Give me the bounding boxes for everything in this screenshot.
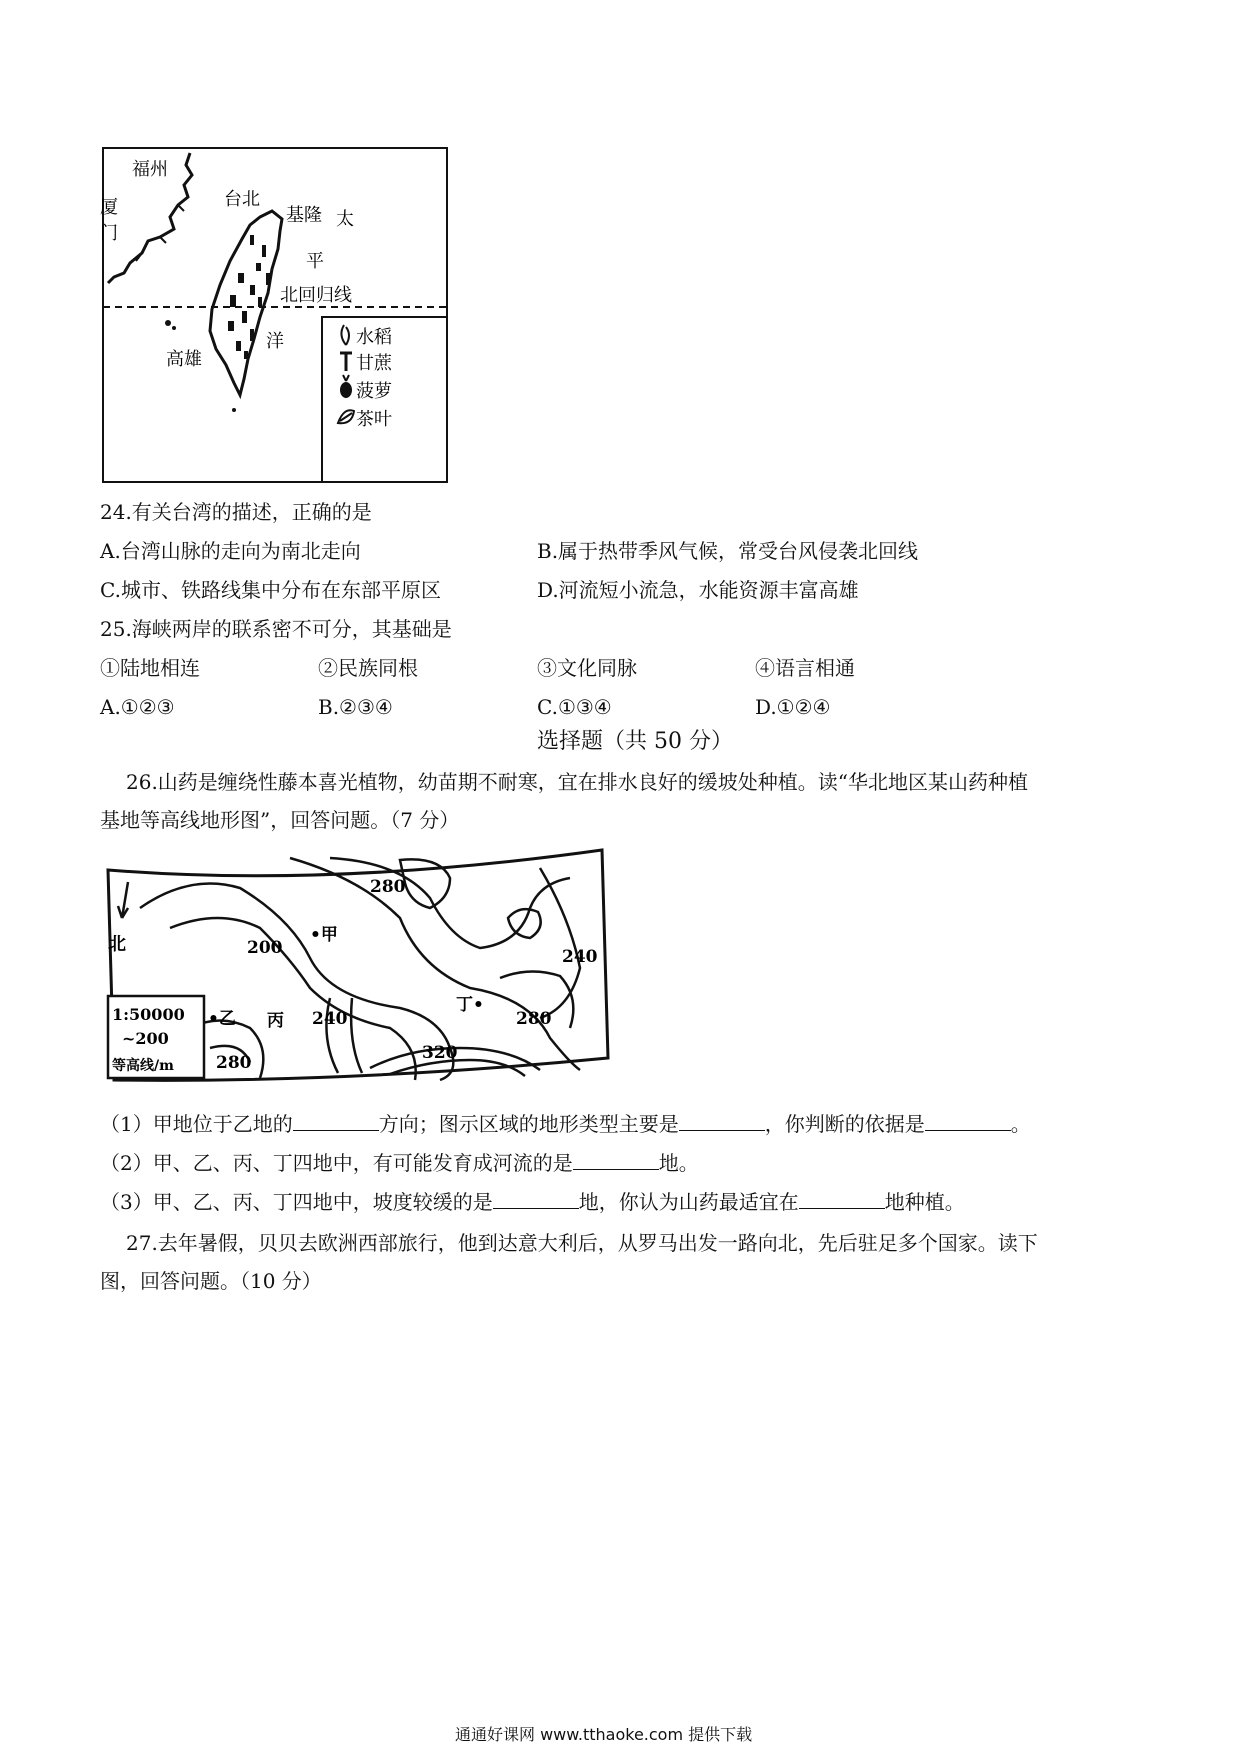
contour-320: 320 — [422, 1043, 458, 1063]
contour-240-mid: 240 — [312, 1009, 348, 1029]
north-label: 北 — [108, 934, 126, 955]
q26-sub1-text-b: 方向；图示区域的地形类型主要是 — [378, 1112, 679, 1136]
q26-sub1-blank-2[interactable] — [679, 1110, 765, 1131]
contour-240-right: 240 — [562, 947, 598, 967]
point-jia: •甲 — [310, 925, 338, 945]
q26-sub3-text-c: 地种植。 — [884, 1190, 965, 1214]
legend-pineapple: 菠萝 — [356, 381, 392, 402]
label-pacific-1: 太 — [336, 209, 354, 230]
label-fuzhou: 福州 — [132, 159, 168, 180]
q25-option-b[interactable]: B.②③④ — [318, 695, 393, 719]
label-xiamen-2: 门 — [100, 223, 118, 244]
taiwan-map — [100, 145, 450, 485]
q26-sub3-blank-1[interactable] — [493, 1188, 579, 1209]
contour-280-bottom: 280 — [216, 1053, 252, 1073]
contour-lines — [140, 858, 580, 1080]
legend-sugarcane: 甘蔗 — [356, 353, 392, 374]
point-bing: 丙 — [267, 1011, 284, 1031]
q26-sub1-text-a: （1）甲地位于乙地的 — [100, 1112, 293, 1136]
label-xiamen-1: 厦 — [100, 197, 118, 218]
legend-rice: 水稻 — [356, 327, 392, 348]
q26-stem-1: 26.山药是缠绕性藤本喜光植物，幼苗期不耐寒，宜在排水良好的缓坡处种植。读“华北地区某山药种植 — [126, 770, 1029, 794]
q25-stem: 25.海峡两岸的联系密不可分，其基础是 — [100, 617, 452, 641]
q24-option-a[interactable]: A.台湾山脉的走向为南北走向 — [100, 539, 361, 563]
scale-label: 1:50000 — [112, 1005, 185, 1024]
label-kaohsiung: 高雄 — [166, 349, 202, 370]
legend-contour-label: 等高线/m — [112, 1058, 174, 1074]
q26-sub3-text-b: 地，你认为山药最适宜在 — [578, 1190, 799, 1214]
label-taipei: 台北 — [224, 189, 260, 210]
label-keelung: 基隆 — [286, 205, 322, 226]
q27-stem-1: 27.去年暑假，贝贝去欧洲西部旅行，他到达意大利后，从罗马出发一路向北，先后驻足多个国家。读下 — [126, 1231, 1038, 1255]
map-legend — [322, 317, 447, 482]
q26-sub2-blank[interactable] — [573, 1149, 659, 1170]
q24-option-c[interactable]: C.城市、铁路线集中分布在东部平原区 — [100, 578, 441, 602]
q25-option-d[interactable]: D.①②④ — [755, 695, 831, 719]
q26-sub1 — [100, 1110, 1031, 1138]
label-pacific-2: 平 — [306, 251, 324, 272]
q25-item-4: ④语言相通 — [755, 656, 855, 680]
q26-sub3-text-a: （3）甲、乙、丙、丁四地中，坡度较缓的是 — [100, 1190, 493, 1214]
contour-200: 200 — [247, 938, 283, 958]
q26-sub2-text-b: 地。 — [658, 1151, 699, 1175]
q24-option-b[interactable]: B.属于热带季风气候，常受台风侵袭北回线 — [537, 539, 919, 563]
q26-sub1-blank-3[interactable] — [925, 1110, 1011, 1131]
label-tropic: 北回归线 — [280, 285, 352, 306]
penghu-island — [165, 320, 171, 326]
q25-item-2: ②民族同根 — [318, 656, 418, 680]
q26-sub1-blank-1[interactable] — [293, 1110, 379, 1131]
pineapple-icon — [340, 382, 352, 398]
q25-option-c[interactable]: C.①③④ — [537, 695, 612, 719]
taiwan-island — [210, 211, 282, 395]
section-title: 选择题（共 50 分） — [537, 729, 733, 754]
q24-option-d[interactable]: D.河流短小流急，水能资源丰富高雄 — [537, 578, 859, 602]
point-ding: 丁• — [456, 995, 484, 1015]
q25-item-1: ①陆地相连 — [100, 656, 200, 680]
footer-source: 通通好课网 www.tthaoke.com 提供下载 — [455, 1725, 753, 1744]
contour-280-top: 280 — [370, 877, 406, 897]
q26-sub2 — [100, 1149, 699, 1177]
q26-stem-2: 基地等高线地形图”，回答问题。（7 分） — [100, 808, 460, 832]
q26-sub1-text-c: ，你判断的依据是 — [764, 1112, 925, 1136]
q26-sub2-text-a: （2）甲、乙、丙、丁四地中，有可能发育成河流的是 — [100, 1151, 573, 1175]
q26-sub3-blank-2[interactable] — [799, 1188, 885, 1209]
q25-option-a[interactable]: A.①②③ — [100, 695, 175, 719]
point-yi: •乙 — [208, 1009, 236, 1029]
q27-stem-2: 图，回答问题。（10 分） — [100, 1269, 322, 1293]
legend-tea: 茶叶 — [356, 409, 392, 430]
q25-item-3: ③文化同脉 — [537, 656, 637, 680]
legend-contour-sample: ~200 — [122, 1029, 169, 1048]
label-pacific-3: 洋 — [266, 331, 284, 352]
q26-sub3 — [100, 1188, 965, 1216]
q24-stem: 24.有关台湾的描述，正确的是 — [100, 500, 372, 524]
contour-280-right: 280 — [516, 1009, 552, 1029]
q26-sub1-text-d: 。 — [1010, 1112, 1031, 1136]
contour-map — [100, 848, 620, 1088]
